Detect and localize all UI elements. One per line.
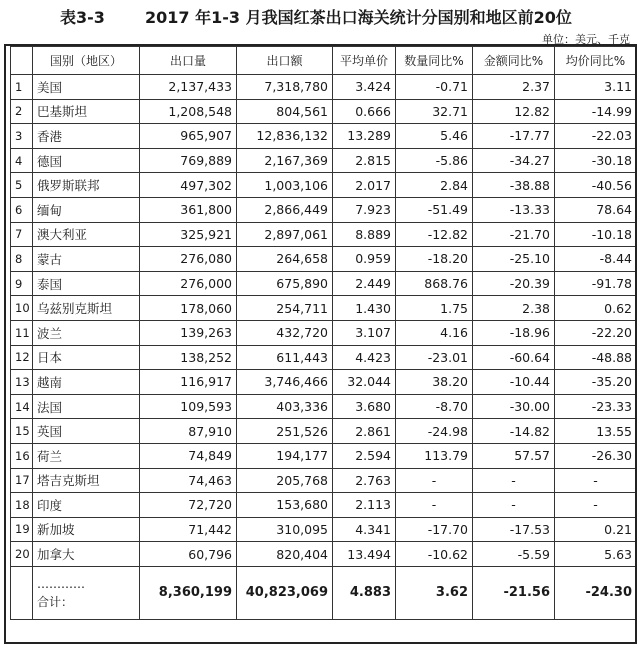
header-cell: 均价同比% xyxy=(555,47,637,75)
table-caption: 2017 年1-3 月我国红茶出口海关统计分国别和地区前20位 xyxy=(145,8,572,27)
qty-yoy-cell: 1.75 xyxy=(396,296,473,321)
amt-cell: 153,680 xyxy=(237,493,333,518)
country-cell: 俄罗斯联邦 xyxy=(33,173,140,198)
qty-yoy-cell: - xyxy=(396,493,473,518)
price-yoy-cell: -14.99 xyxy=(555,99,637,124)
amt-yoy-cell: -20.39 xyxy=(473,271,555,296)
amt-cell: 2,897,061 xyxy=(237,222,333,247)
header-cell: 国别（地区） xyxy=(33,47,140,75)
country-cell: 塔吉克斯坦 xyxy=(33,468,140,493)
amt-cell: 251,526 xyxy=(237,419,333,444)
price-yoy-cell: -8.44 xyxy=(555,247,637,272)
price-yoy-cell: -10.18 xyxy=(555,222,637,247)
price-cell: 13.494 xyxy=(333,542,396,567)
row-index: 17 xyxy=(11,468,33,493)
price-cell: 2.113 xyxy=(333,493,396,518)
qty-cell: 87,910 xyxy=(140,419,237,444)
price-yoy-cell: -91.78 xyxy=(555,271,637,296)
amt-yoy-cell: 2.37 xyxy=(473,75,555,100)
amt-cell: 2,167,369 xyxy=(237,148,333,173)
price-cell: 0.959 xyxy=(333,247,396,272)
price-yoy-cell: -22.03 xyxy=(555,124,637,149)
price-yoy-cell: -30.18 xyxy=(555,148,637,173)
amt-yoy-cell: -14.82 xyxy=(473,419,555,444)
qty-yoy-cell: 5.46 xyxy=(396,124,473,149)
price-yoy-cell: -48.88 xyxy=(555,345,637,370)
qty-cell: 276,080 xyxy=(140,247,237,272)
qty-cell: 178,060 xyxy=(140,296,237,321)
export-table xyxy=(10,46,637,620)
row-index: 15 xyxy=(11,419,33,444)
amt-cell: 194,177 xyxy=(237,443,333,468)
qty-cell: 2,137,433 xyxy=(140,75,237,100)
qty-yoy-cell: 4.16 xyxy=(396,320,473,345)
table-row xyxy=(11,493,637,518)
price-yoy-cell: -35.20 xyxy=(555,370,637,395)
total-amt: 40,823,069 xyxy=(237,566,333,619)
total-amt-yoy: -21.56 xyxy=(473,566,555,619)
total-index-cell xyxy=(11,566,33,619)
price-cell: 4.341 xyxy=(333,517,396,542)
table-title xyxy=(0,2,640,30)
price-yoy-cell: - xyxy=(555,468,637,493)
qty-cell: 72,720 xyxy=(140,493,237,518)
qty-yoy-cell: -0.71 xyxy=(396,75,473,100)
country-cell: 英国 xyxy=(33,419,140,444)
row-index: 19 xyxy=(11,517,33,542)
qty-cell: 497,302 xyxy=(140,173,237,198)
table-row xyxy=(11,124,637,149)
total-row xyxy=(11,566,637,619)
price-cell: 13.289 xyxy=(333,124,396,149)
amt-cell: 403,336 xyxy=(237,394,333,419)
row-index: 13 xyxy=(11,370,33,395)
row-index: 1 xyxy=(11,75,33,100)
country-cell: 加拿大 xyxy=(33,542,140,567)
row-index: 6 xyxy=(11,197,33,222)
price-cell: 7.923 xyxy=(333,197,396,222)
price-yoy-cell: -40.56 xyxy=(555,173,637,198)
total-label: 合计： xyxy=(37,594,74,609)
table-row xyxy=(11,370,637,395)
amt-cell: 675,890 xyxy=(237,271,333,296)
country-cell: 缅甸 xyxy=(33,197,140,222)
amt-cell: 1,003,106 xyxy=(237,173,333,198)
total-qty-yoy: 3.62 xyxy=(396,566,473,619)
amt-yoy-cell: -38.88 xyxy=(473,173,555,198)
country-cell: 泰国 xyxy=(33,271,140,296)
country-cell: 波兰 xyxy=(33,320,140,345)
qty-cell: 965,907 xyxy=(140,124,237,149)
country-cell: 巴基斯坦 xyxy=(33,99,140,124)
table-row xyxy=(11,247,637,272)
qty-cell: 74,463 xyxy=(140,468,237,493)
country-cell: 越南 xyxy=(33,370,140,395)
qty-yoy-cell: -51.49 xyxy=(396,197,473,222)
table-row xyxy=(11,75,637,100)
amt-cell: 432,720 xyxy=(237,320,333,345)
price-cell: 3.424 xyxy=(333,75,396,100)
country-cell: 蒙古 xyxy=(33,247,140,272)
qty-cell: 109,593 xyxy=(140,394,237,419)
price-yoy-cell: 78.64 xyxy=(555,197,637,222)
price-yoy-cell: - xyxy=(555,493,637,518)
table-row xyxy=(11,173,637,198)
country-cell: 德国 xyxy=(33,148,140,173)
table-row xyxy=(11,271,637,296)
price-cell: 4.423 xyxy=(333,345,396,370)
amt-yoy-cell: -13.33 xyxy=(473,197,555,222)
amt-yoy-cell: -60.64 xyxy=(473,345,555,370)
qty-yoy-cell: -18.20 xyxy=(396,247,473,272)
qty-cell: 325,921 xyxy=(140,222,237,247)
country-cell: 新加坡 xyxy=(33,517,140,542)
total-label-cell xyxy=(33,566,140,619)
amt-yoy-cell: 12.82 xyxy=(473,99,555,124)
amt-yoy-cell: -25.10 xyxy=(473,247,555,272)
country-cell: 印度 xyxy=(33,493,140,518)
row-index: 12 xyxy=(11,345,33,370)
amt-cell: 7,318,780 xyxy=(237,75,333,100)
row-index: 3 xyxy=(11,124,33,149)
qty-cell: 276,000 xyxy=(140,271,237,296)
qty-cell: 116,917 xyxy=(140,370,237,395)
price-yoy-cell: 3.11 xyxy=(555,75,637,100)
price-cell: 2.815 xyxy=(333,148,396,173)
row-index: 16 xyxy=(11,443,33,468)
amt-cell: 3,746,466 xyxy=(237,370,333,395)
table-row xyxy=(11,197,637,222)
amt-cell: 205,768 xyxy=(237,468,333,493)
qty-yoy-cell: 113.79 xyxy=(396,443,473,468)
row-index: 5 xyxy=(11,173,33,198)
price-yoy-cell: 0.21 xyxy=(555,517,637,542)
price-yoy-cell: 0.62 xyxy=(555,296,637,321)
price-cell: 2.763 xyxy=(333,468,396,493)
country-cell: 日本 xyxy=(33,345,140,370)
amt-yoy-cell: -34.27 xyxy=(473,148,555,173)
qty-cell: 138,252 xyxy=(140,345,237,370)
table-row xyxy=(11,296,637,321)
country-cell: 荷兰 xyxy=(33,443,140,468)
qty-yoy-cell: -10.62 xyxy=(396,542,473,567)
table-row xyxy=(11,468,637,493)
row-index: 18 xyxy=(11,493,33,518)
table-row xyxy=(11,542,637,567)
price-yoy-cell: -26.30 xyxy=(555,443,637,468)
qty-cell: 769,889 xyxy=(140,148,237,173)
table-row xyxy=(11,320,637,345)
total-price-yoy: -24.30 xyxy=(555,566,637,619)
total-qty: 8,360,199 xyxy=(140,566,237,619)
price-yoy-cell: 5.63 xyxy=(555,542,637,567)
row-index: 7 xyxy=(11,222,33,247)
table-row xyxy=(11,443,637,468)
qty-yoy-cell: -24.98 xyxy=(396,419,473,444)
price-cell: 3.107 xyxy=(333,320,396,345)
table-row xyxy=(11,99,637,124)
amt-cell: 310,095 xyxy=(237,517,333,542)
header-cell: 出口量 xyxy=(140,47,237,75)
header-cell: 金额同比% xyxy=(473,47,555,75)
price-cell: 8.889 xyxy=(333,222,396,247)
table-row xyxy=(11,345,637,370)
qty-yoy-cell: 2.84 xyxy=(396,173,473,198)
amt-cell: 804,561 xyxy=(237,99,333,124)
amt-yoy-cell: 57.57 xyxy=(473,443,555,468)
header-cell: 数量同比% xyxy=(396,47,473,75)
amt-yoy-cell: -18.96 xyxy=(473,320,555,345)
qty-cell: 1,208,548 xyxy=(140,99,237,124)
price-cell: 1.430 xyxy=(333,296,396,321)
amt-yoy-cell: 2.38 xyxy=(473,296,555,321)
amt-yoy-cell: -10.44 xyxy=(473,370,555,395)
amt-cell: 820,404 xyxy=(237,542,333,567)
price-yoy-cell: 13.55 xyxy=(555,419,637,444)
price-yoy-cell: -23.33 xyxy=(555,394,637,419)
row-index: 14 xyxy=(11,394,33,419)
qty-yoy-cell: 868.76 xyxy=(396,271,473,296)
amt-yoy-cell: -17.53 xyxy=(473,517,555,542)
table-row xyxy=(11,517,637,542)
amt-cell: 264,658 xyxy=(237,247,333,272)
qty-yoy-cell: 32.71 xyxy=(396,99,473,124)
row-index: 8 xyxy=(11,247,33,272)
qty-cell: 60,796 xyxy=(140,542,237,567)
table-row xyxy=(11,419,637,444)
price-cell: 2.594 xyxy=(333,443,396,468)
country-cell: 香港 xyxy=(33,124,140,149)
qty-cell: 361,800 xyxy=(140,197,237,222)
amt-yoy-cell: -21.70 xyxy=(473,222,555,247)
price-cell: 3.680 xyxy=(333,394,396,419)
amt-cell: 12,836,132 xyxy=(237,124,333,149)
qty-yoy-cell: -8.70 xyxy=(396,394,473,419)
qty-yoy-cell: -12.82 xyxy=(396,222,473,247)
qty-cell: 139,263 xyxy=(140,320,237,345)
header-row xyxy=(11,47,637,75)
price-cell: 0.666 xyxy=(333,99,396,124)
country-cell: 美国 xyxy=(33,75,140,100)
table-body xyxy=(11,75,637,567)
amt-cell: 254,711 xyxy=(237,296,333,321)
qty-yoy-cell: -17.70 xyxy=(396,517,473,542)
country-cell: 乌兹别克斯坦 xyxy=(33,296,140,321)
total-ellipsis: ………… xyxy=(37,576,85,591)
row-index: 20 xyxy=(11,542,33,567)
table-row xyxy=(11,222,637,247)
price-cell: 32.044 xyxy=(333,370,396,395)
qty-yoy-cell: -5.86 xyxy=(396,148,473,173)
table-number: 表3-3 xyxy=(60,8,105,27)
amt-cell: 611,443 xyxy=(237,345,333,370)
country-cell: 澳大利亚 xyxy=(33,222,140,247)
amt-yoy-cell: -5.59 xyxy=(473,542,555,567)
row-index: 11 xyxy=(11,320,33,345)
amt-yoy-cell: - xyxy=(473,493,555,518)
total-price: 4.883 xyxy=(333,566,396,619)
row-index: 2 xyxy=(11,99,33,124)
header-cell: 平均单价 xyxy=(333,47,396,75)
qty-yoy-cell: -23.01 xyxy=(396,345,473,370)
table-row xyxy=(11,394,637,419)
amt-cell: 2,866,449 xyxy=(237,197,333,222)
country-cell: 法国 xyxy=(33,394,140,419)
qty-yoy-cell: 38.20 xyxy=(396,370,473,395)
amt-yoy-cell: - xyxy=(473,468,555,493)
qty-cell: 74,849 xyxy=(140,443,237,468)
price-yoy-cell: -22.20 xyxy=(555,320,637,345)
header-cell: 出口额 xyxy=(237,47,333,75)
price-cell: 2.861 xyxy=(333,419,396,444)
header-cell-index xyxy=(11,47,33,75)
amt-yoy-cell: -17.77 xyxy=(473,124,555,149)
unit-note: 单位：美元、千克 xyxy=(542,33,630,46)
qty-cell: 71,442 xyxy=(140,517,237,542)
price-cell: 2.449 xyxy=(333,271,396,296)
qty-yoy-cell: - xyxy=(396,468,473,493)
row-index: 4 xyxy=(11,148,33,173)
row-index: 9 xyxy=(11,271,33,296)
price-cell: 2.017 xyxy=(333,173,396,198)
table-row xyxy=(11,148,637,173)
amt-yoy-cell: -30.00 xyxy=(473,394,555,419)
row-index: 10 xyxy=(11,296,33,321)
